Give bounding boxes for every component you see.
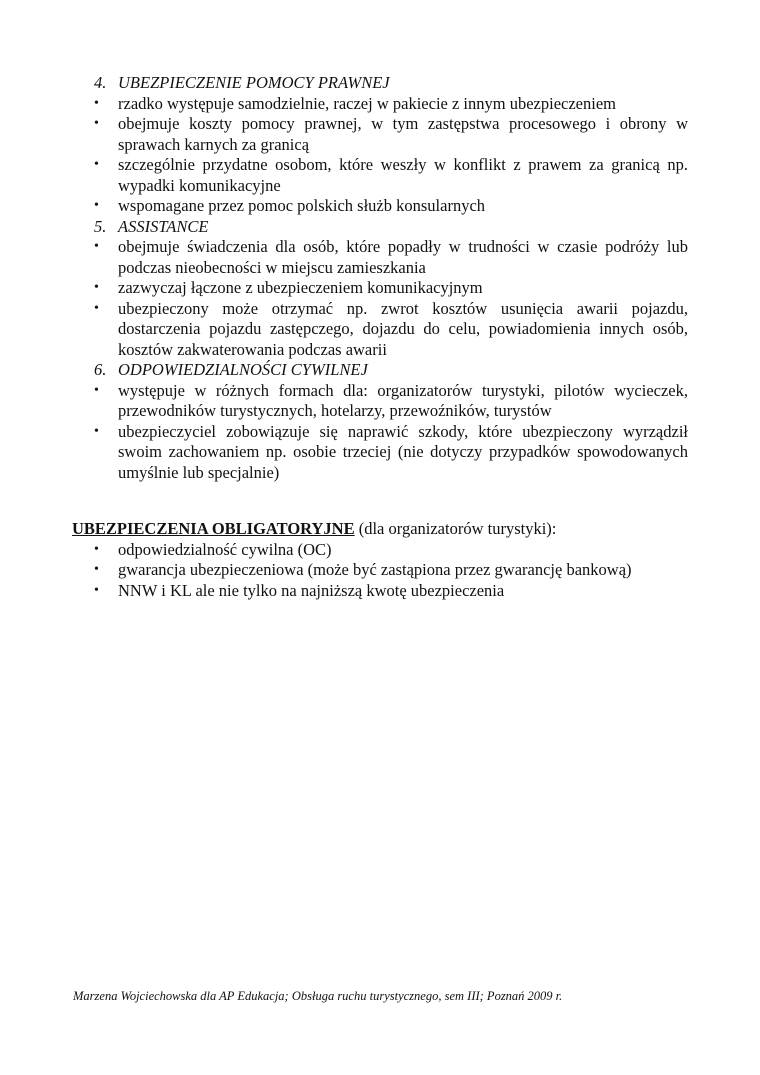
section-5-list: [94, 237, 688, 360]
obligatory-title: UBEZPIECZENIA OBLIGATORYJNE: [72, 519, 355, 538]
bullet-icon: •: [94, 582, 99, 598]
bullet-icon: •: [94, 300, 99, 316]
section-4-title: UBEZPIECZENIE POMOCY PRAWNEJ: [118, 73, 390, 92]
list-item: [94, 540, 692, 561]
list-item-text: ubezpieczony może otrzymać np. zwrot kosztów usunięcia awarii pojazdu, dostarczenia pojazdu zastępczego, dojazdu do celu, powiadomienia innych osób, kosztów zakwaterowania podczas awarii: [118, 298, 688, 359]
list-item: [94, 381, 688, 422]
list-item-text: szczególnie przydatne osobom, które weszły w konflikt z prawem za granicą np. wypadki komunikacyjne: [118, 155, 688, 195]
list-item-text: wspomagane przez pomoc polskich służb konsularnych: [118, 196, 486, 215]
bullet-icon: •: [94, 239, 99, 254]
obligatory-insurance-section: [72, 519, 692, 601]
list-item: [94, 114, 688, 155]
bullet-icon: •: [94, 116, 99, 131]
list-item: [94, 299, 688, 361]
list-item-text: odpowiedzialność cywilna (OC): [118, 539, 332, 559]
bullet-icon: •: [94, 95, 99, 111]
bullet-icon: •: [94, 280, 99, 295]
bullet-icon: •: [94, 198, 99, 213]
list-item: [94, 237, 688, 278]
section-5-number: 5.: [94, 216, 107, 236]
obligatory-list: [94, 540, 692, 602]
list-item-text: gwarancja ubezpieczeniowa (może być zastąpiona przez gwarancję bankową): [118, 560, 632, 579]
obligatory-subtitle: (dla organizatorów turystyki):: [354, 519, 557, 538]
bullet-icon: •: [94, 541, 99, 557]
section-6-heading: [94, 360, 688, 381]
list-item-text: obejmuje świadczenia dla osób, które popadły w trudności w czasie podróży lub podczas nieobecności w miejscu zamieszkania: [118, 237, 688, 277]
list-item-text: NNW i KL ale nie tylko na najniższą kwotę ubezpieczenia: [118, 580, 505, 600]
list-item: [94, 581, 692, 602]
bullet-icon: •: [94, 382, 99, 398]
bullet-icon: •: [94, 157, 99, 172]
section-6-number: 6.: [94, 360, 107, 379]
list-item: [94, 196, 688, 217]
section-5-heading: [94, 217, 688, 238]
list-item-text: rzadko występuje samodzielnie, raczej w pakiecie z innym ubezpieczeniem: [118, 93, 616, 113]
document-body: [94, 73, 688, 483]
list-item-text: występuje w różnych formach dla: organizatorów turystyki, pilotów wycieczek, przewodników turystycznych, hotelarzy, przewoźników, turystów: [118, 380, 688, 420]
section-4-heading: [94, 73, 688, 94]
bullet-icon: •: [94, 423, 99, 439]
section-6-list: [94, 381, 688, 484]
bullet-icon: •: [94, 562, 99, 577]
page-footer: Marzena Wojciechowska dla AP Edukacja; Obsługa ruchu turystycznego, sem III; Poznań 2009 r.: [73, 989, 563, 1003]
list-item-text: ubezpieczyciel zobowiązuje się naprawić szkody, które ubezpieczony wyrządził swoim zachowaniem np. osobie trzeciej (nie dotyczy przypadków spowodowanych umyślnie lub specjalnie): [118, 421, 688, 482]
section-4-list: [94, 94, 688, 217]
list-item: [94, 422, 688, 484]
list-item-text: zazwyczaj łączone z ubezpieczeniem komunikacyjnym: [118, 278, 483, 297]
list-item: [94, 560, 692, 581]
list-item: [94, 94, 688, 115]
section-6-title: ODPOWIEDZIALNOŚCI CYWILNEJ: [118, 360, 368, 379]
list-item-text: obejmuje koszty pomocy prawnej, w tym zastępstwa procesowego i obrony w sprawach karnych za granicą: [118, 114, 688, 154]
list-item: [94, 155, 688, 196]
section-4-number: 4.: [94, 73, 107, 92]
list-item: [94, 278, 688, 299]
section-5-title: ASSISTANCE: [118, 216, 209, 236]
obligatory-heading: [72, 519, 692, 540]
